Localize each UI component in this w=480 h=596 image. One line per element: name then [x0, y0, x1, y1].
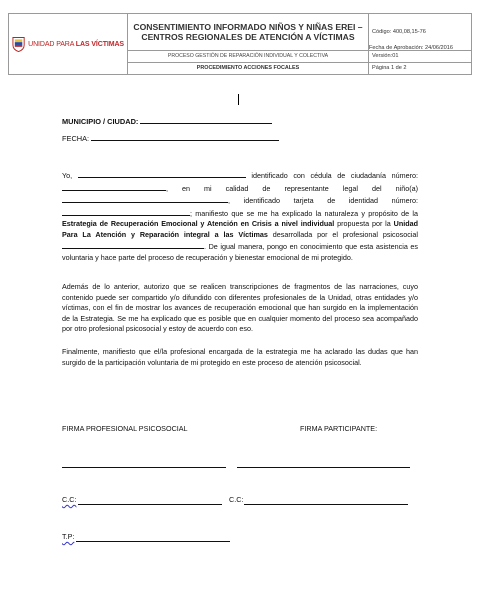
version-cell: Versión:01: [369, 50, 472, 62]
child-name-blank[interactable]: [62, 194, 228, 203]
logo-cell: [9, 14, 128, 75]
colombia-shield-icon: [12, 36, 25, 53]
process-label: PROCESO GESTIÓN DE REPARACIÓN INDIVIDUAL Y COLECTIVA: [167, 53, 329, 60]
municipio-field: [62, 115, 418, 128]
approval-date: Fecha de Aprobación: 24/06/2016: [369, 45, 453, 51]
firma-profesional-line[interactable]: [62, 467, 226, 468]
name-blank[interactable]: [78, 169, 246, 178]
paragraph-2: Además de lo anterior, autorizo que se realicen transcripciones de fragmentos de las narraciones, cuyo contenido puede ser compartido y/o difundido con diferentes profesionales de la Unidad, otras entidades y/o víctimas, con el fin de mostrar los avances de recuperación emocional que han surgido en la implementación de la Estrategia. Se me ha explicado que es posible que en cualquier momento del proceso sea acompañado por otro profesional psicosocial y estoy de acuerdo con eso.: [62, 282, 418, 333]
fecha-label: FECHA:: [62, 134, 90, 143]
cedula-blank[interactable]: [62, 182, 166, 191]
profesional-blank[interactable]: [62, 240, 204, 249]
procedure-label: PROCEDIMIENTO ACCIONES FOCALES: [196, 65, 300, 72]
process-cell: [128, 50, 369, 62]
cc-left-label: C.C:: [62, 495, 77, 504]
logo-text: UNIDAD PARA LAS VÍCTIMAS: [28, 40, 124, 48]
cc-right-label: C.C:: [229, 495, 244, 504]
tp-line[interactable]: [76, 541, 230, 542]
tarjeta-blank[interactable]: [62, 207, 190, 216]
firma-participante-line[interactable]: [237, 467, 410, 468]
firma-profesional-label: FIRMA PROFESIONAL PSICOSOCIAL: [62, 424, 188, 433]
document-title-line2: CENTROS REGIONALES DE ATENCIÓN A VÍCTIMAS: [141, 31, 355, 42]
fecha-field: [62, 132, 418, 145]
municipio-blank[interactable]: [140, 115, 272, 124]
unidad-victimas-logo: [12, 36, 124, 53]
municipio-label: MUNICIPIO / CIUDAD:: [62, 117, 139, 126]
cc-right-line[interactable]: [244, 504, 408, 505]
procedure-cell: [128, 62, 369, 74]
code-cell: Código: 400,08,15-76: [369, 14, 472, 51]
cc-left-line[interactable]: [78, 504, 222, 505]
tp-label: T.P:: [62, 532, 75, 541]
fecha-blank[interactable]: [91, 132, 279, 141]
paragraph-3: Finalmente, manifiesto que el/la profesional encargada de la estrategia me ha aclarado las dudas que han surgido de la participación voluntaria de mi protegido en este proceso de atención psicosocial.: [62, 347, 418, 367]
document-header: [8, 13, 472, 75]
page-number-cell: Página 1 de 2: [369, 62, 472, 74]
document-title-line1: CONSENTIMIENTO INFORMADO NIÑOS Y NIÑAS EREI –: [133, 21, 363, 32]
text-cursor: [238, 94, 239, 105]
firma-participante-label: FIRMA PARTICIPANTE:: [300, 424, 378, 433]
paragraph-1: Yo, identificado con cédula de ciudadanía número: , en mi calidad de representante legal del niño(a) , identificado tarjeta de identidad número: ; manifiesto que se me ha explicado la naturaleza y propósito de la Estrategia de Recuperación Emocional y Atención en Crisis a nivel individual propuesta por la Unidad Para La Atención y Reparación integral a las Víctimas desarrollada por el profesional psicosocial . De igual manera, pongo en conocimiento que esta asistencia es voluntaria y hace parte del proceso de recuperación y bienestar emocional de mi protegido.: [62, 171, 419, 262]
title-cell: [128, 14, 369, 51]
